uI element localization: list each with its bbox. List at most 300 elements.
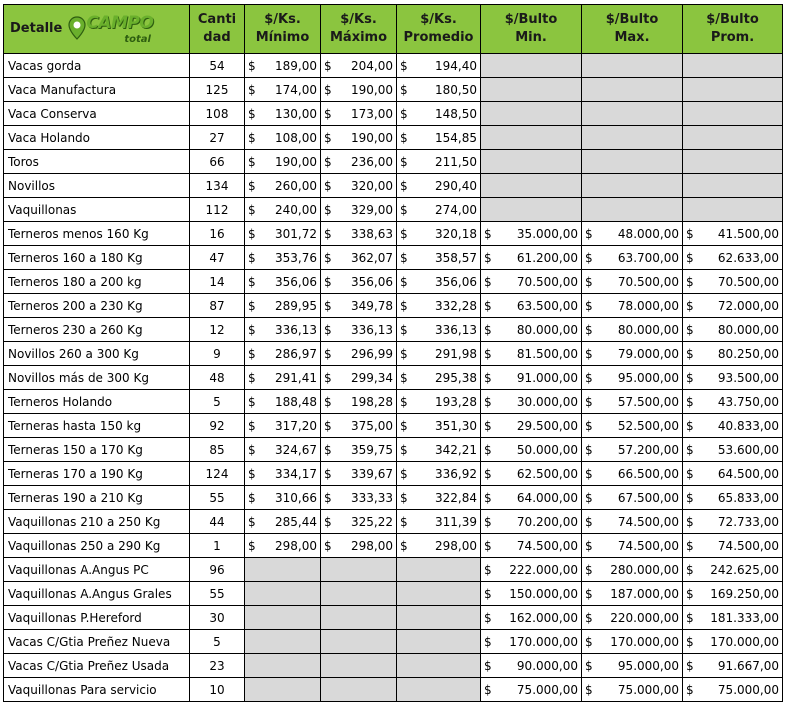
cell-detalle: Toros: [4, 150, 190, 174]
table-row: [4, 486, 783, 510]
cell-b-prom: [683, 390, 783, 414]
cell-b-prom: [683, 222, 783, 246]
cell-detalle: Vaquillonas A.Angus PC: [4, 558, 190, 582]
cell-b-prom: [683, 366, 783, 390]
cell-value: 75.000,00: [617, 682, 679, 697]
table-row: [4, 270, 783, 294]
table-row: [4, 294, 783, 318]
currency-symbol: $: [585, 298, 593, 313]
currency-symbol: $: [324, 490, 332, 505]
cell-b-min: [481, 366, 582, 390]
currency-symbol: $: [484, 298, 492, 313]
cell-b-prom: [683, 198, 783, 222]
currency-symbol: $: [484, 634, 492, 649]
cell-value: 310,66: [275, 490, 317, 505]
currency-symbol: $: [686, 490, 694, 505]
currency-symbol: $: [484, 226, 492, 241]
cell-ks-prom: [397, 534, 481, 558]
cell-detalle: Terneras 150 a 170 Kg: [4, 438, 190, 462]
cell-value: 62.633,00: [717, 250, 779, 265]
cell-value: 291,41: [275, 370, 317, 385]
cell-value: 211,50: [435, 154, 477, 169]
cell-ks-prom: [397, 630, 481, 654]
currency-symbol: $: [248, 298, 256, 313]
cell-value: 61.200,00: [516, 250, 578, 265]
cell-cantidad: 134: [190, 174, 245, 198]
cell-ks-prom: [397, 414, 481, 438]
currency-symbol: $: [686, 394, 694, 409]
currency-symbol: $: [248, 538, 256, 553]
table-row: [4, 246, 783, 270]
currency-symbol: $: [400, 226, 408, 241]
cell-value: 74.500,00: [617, 514, 679, 529]
currency-symbol: $: [400, 370, 408, 385]
cell-ks-max: [321, 246, 397, 270]
cell-ks-prom: [397, 558, 481, 582]
cell-value: 204,00: [351, 58, 393, 73]
cell-detalle: Novillos 260 a 300 Kg: [4, 342, 190, 366]
currency-symbol: $: [484, 562, 492, 577]
table-row: [4, 414, 783, 438]
cell-ks-max: [321, 102, 397, 126]
cell-cantidad: 55: [190, 582, 245, 606]
detalle-label: Detalle: [10, 21, 63, 36]
currency-symbol: $: [400, 130, 408, 145]
currency-symbol: $: [324, 394, 332, 409]
currency-symbol: $: [400, 538, 408, 553]
cell-b-min: [481, 510, 582, 534]
cell-ks-max: [321, 126, 397, 150]
currency-symbol: $: [585, 634, 593, 649]
cell-value: 130,00: [275, 106, 317, 121]
cell-ks-prom: [397, 366, 481, 390]
currency-symbol: $: [400, 154, 408, 169]
cell-value: 74.500,00: [516, 538, 578, 553]
cell-b-prom: [683, 414, 783, 438]
cell-ks-min: [245, 318, 321, 342]
currency-symbol: $: [585, 274, 593, 289]
cell-ks-min: [245, 486, 321, 510]
currency-symbol: $: [686, 370, 694, 385]
cell-value: 52.500,00: [617, 418, 679, 433]
currency-symbol: $: [400, 442, 408, 457]
cell-ks-max: [321, 414, 397, 438]
currency-symbol: $: [248, 202, 256, 217]
cell-ks-min: [245, 366, 321, 390]
cell-cantidad: 30: [190, 606, 245, 630]
cell-b-min: [481, 582, 582, 606]
cell-b-prom: [683, 126, 783, 150]
cell-value: 189,00: [275, 58, 317, 73]
cell-b-max: [582, 270, 683, 294]
currency-symbol: $: [248, 58, 256, 73]
cell-value: 174,00: [275, 82, 317, 97]
currency-symbol: $: [484, 490, 492, 505]
cell-value: 41.500,00: [717, 226, 779, 241]
currency-symbol: $: [400, 514, 408, 529]
cell-cantidad: 1: [190, 534, 245, 558]
cell-b-prom: [683, 654, 783, 678]
cell-b-max: [582, 318, 683, 342]
currency-symbol: $: [248, 178, 256, 193]
currency-symbol: $: [324, 370, 332, 385]
cell-cantidad: 85: [190, 438, 245, 462]
cell-ks-max: [321, 318, 397, 342]
cell-value: 375,00: [351, 418, 393, 433]
cell-b-prom: [683, 102, 783, 126]
cell-value: 79.000,00: [617, 346, 679, 361]
cell-ks-prom: [397, 222, 481, 246]
cell-ks-max: [321, 54, 397, 78]
cell-value: 242.625,00: [710, 562, 779, 577]
currency-symbol: $: [324, 154, 332, 169]
cell-cantidad: 27: [190, 126, 245, 150]
currency-symbol: $: [248, 154, 256, 169]
cell-value: 338,63: [351, 226, 393, 241]
header-cantidad: Canti dad: [190, 5, 245, 54]
cell-b-prom: [683, 318, 783, 342]
cell-b-max: [582, 606, 683, 630]
cell-b-max: [582, 390, 683, 414]
currency-symbol: $: [248, 514, 256, 529]
currency-symbol: $: [400, 466, 408, 481]
currency-symbol: $: [248, 490, 256, 505]
cell-value: 220.000,00: [610, 610, 679, 625]
cell-ks-max: [321, 510, 397, 534]
cell-b-max: [582, 462, 683, 486]
cell-b-prom: [683, 486, 783, 510]
header-bulto-prom: $/Bulto Prom.: [683, 5, 783, 54]
cell-cantidad: 92: [190, 414, 245, 438]
table-row: [4, 318, 783, 342]
cell-value: 162.000,00: [509, 610, 578, 625]
cell-b-max: [582, 654, 683, 678]
cell-ks-max: [321, 582, 397, 606]
currency-symbol: $: [248, 418, 256, 433]
cell-ks-prom: [397, 198, 481, 222]
currency-symbol: $: [585, 586, 593, 601]
cell-ks-min: [245, 246, 321, 270]
cell-b-min: [481, 462, 582, 486]
cell-value: 289,95: [275, 298, 317, 313]
cell-ks-min: [245, 150, 321, 174]
currency-symbol: $: [585, 658, 593, 673]
currency-symbol: $: [484, 538, 492, 553]
table-row: [4, 102, 783, 126]
cell-value: 154,85: [435, 130, 477, 145]
cell-b-max: [582, 414, 683, 438]
cell-ks-max: [321, 270, 397, 294]
currency-symbol: $: [324, 106, 332, 121]
header-ks-max: $/Ks. Máximo: [321, 5, 397, 54]
currency-symbol: $: [248, 370, 256, 385]
cell-ks-min: [245, 222, 321, 246]
cell-b-max: [582, 78, 683, 102]
cell-detalle: Vacas C/Gtia Preñez Usada: [4, 654, 190, 678]
currency-symbol: $: [585, 394, 593, 409]
cell-value: 70.500,00: [516, 274, 578, 289]
cell-b-min: [481, 198, 582, 222]
cell-ks-prom: [397, 102, 481, 126]
cell-ks-max: [321, 630, 397, 654]
cell-value: 291,98: [435, 346, 477, 361]
cell-value: 349,78: [351, 298, 393, 313]
cell-b-min: [481, 486, 582, 510]
cell-value: 63.700,00: [617, 250, 679, 265]
cell-cantidad: 125: [190, 78, 245, 102]
cell-b-min: [481, 438, 582, 462]
cell-ks-max: [321, 606, 397, 630]
currency-symbol: $: [324, 442, 332, 457]
cell-detalle: Terneras 190 a 210 Kg: [4, 486, 190, 510]
currency-symbol: $: [400, 58, 408, 73]
cell-value: 317,20: [275, 418, 317, 433]
currency-symbol: $: [400, 106, 408, 121]
currency-symbol: $: [585, 250, 593, 265]
cell-b-prom: [683, 174, 783, 198]
table-row: [4, 630, 783, 654]
currency-symbol: $: [248, 394, 256, 409]
cell-value: 333,33: [351, 490, 393, 505]
cell-ks-prom: [397, 678, 481, 702]
cell-ks-max: [321, 366, 397, 390]
cell-detalle: Vaquillonas: [4, 198, 190, 222]
cell-ks-min: [245, 558, 321, 582]
table-row: [4, 54, 783, 78]
currency-symbol: $: [400, 250, 408, 265]
currency-symbol: $: [686, 514, 694, 529]
currency-symbol: $: [686, 466, 694, 481]
cell-value: 48.000,00: [617, 226, 679, 241]
map-pin-icon: [68, 16, 86, 40]
cell-value: 260,00: [275, 178, 317, 193]
cell-value: 30.000,00: [516, 394, 578, 409]
cell-ks-prom: [397, 654, 481, 678]
cell-b-prom: [683, 438, 783, 462]
cell-ks-prom: [397, 582, 481, 606]
cell-value: 311,39: [435, 514, 477, 529]
logo-sub-text: total: [124, 34, 151, 45]
cell-ks-min: [245, 270, 321, 294]
currency-symbol: $: [324, 538, 332, 553]
cell-value: 64.000,00: [516, 490, 578, 505]
cell-b-min: [481, 270, 582, 294]
currency-symbol: $: [484, 370, 492, 385]
cell-ks-max: [321, 342, 397, 366]
cell-ks-max: [321, 390, 397, 414]
cell-detalle: Vacas C/Gtia Preñez Nueva: [4, 630, 190, 654]
cell-b-prom: [683, 294, 783, 318]
currency-symbol: $: [248, 274, 256, 289]
cell-value: 67.500,00: [617, 490, 679, 505]
cell-b-max: [582, 534, 683, 558]
cell-b-max: [582, 246, 683, 270]
cell-value: 274,00: [435, 202, 477, 217]
cell-detalle: Novillos: [4, 174, 190, 198]
cell-ks-prom: [397, 54, 481, 78]
cell-ks-max: [321, 294, 397, 318]
cell-detalle: Vaquillonas A.Angus Grales: [4, 582, 190, 606]
cell-b-max: [582, 150, 683, 174]
cell-ks-prom: [397, 462, 481, 486]
cell-detalle: Terneros Holando: [4, 390, 190, 414]
cell-value: 188,48: [275, 394, 317, 409]
cell-cantidad: 9: [190, 342, 245, 366]
cell-ks-min: [245, 582, 321, 606]
cell-b-prom: [683, 246, 783, 270]
cell-b-min: [481, 174, 582, 198]
cell-cantidad: 55: [190, 486, 245, 510]
currency-symbol: $: [324, 58, 332, 73]
table-row: [4, 366, 783, 390]
cell-detalle: Terneras 170 a 190 Kg: [4, 462, 190, 486]
currency-symbol: $: [324, 322, 332, 337]
cell-ks-prom: [397, 294, 481, 318]
cell-value: 66.500,00: [617, 466, 679, 481]
cell-ks-prom: [397, 270, 481, 294]
cell-b-max: [582, 438, 683, 462]
cell-ks-min: [245, 174, 321, 198]
currency-symbol: $: [248, 250, 256, 265]
currency-symbol: $: [484, 418, 492, 433]
cell-value: 193,28: [435, 394, 477, 409]
cell-value: 190,00: [351, 82, 393, 97]
cell-b-prom: [683, 534, 783, 558]
cell-value: 324,67: [275, 442, 317, 457]
cell-detalle: Terneros 230 a 260 Kg: [4, 318, 190, 342]
header-detalle: [4, 5, 190, 54]
table-row: [4, 438, 783, 462]
currency-symbol: $: [686, 418, 694, 433]
cell-b-min: [481, 534, 582, 558]
cell-b-prom: [683, 150, 783, 174]
cell-b-prom: [683, 78, 783, 102]
cell-ks-min: [245, 510, 321, 534]
table-row: [4, 654, 783, 678]
currency-symbol: $: [484, 394, 492, 409]
currency-symbol: $: [686, 346, 694, 361]
currency-symbol: $: [400, 490, 408, 505]
cell-value: 359,75: [351, 442, 393, 457]
cell-value: 290,40: [435, 178, 477, 193]
cell-value: 362,07: [351, 250, 393, 265]
currency-symbol: $: [686, 586, 694, 601]
cell-value: 64.500,00: [717, 466, 779, 481]
cell-b-max: [582, 582, 683, 606]
cell-value: 334,17: [275, 466, 317, 481]
cell-value: 91.000,00: [516, 370, 578, 385]
cell-ks-min: [245, 606, 321, 630]
cell-value: 358,57: [435, 250, 477, 265]
table-row: [4, 678, 783, 702]
cell-value: 57.200,00: [617, 442, 679, 457]
currency-symbol: $: [686, 322, 694, 337]
currency-symbol: $: [484, 610, 492, 625]
cell-value: 353,76: [275, 250, 317, 265]
cell-value: 285,44: [275, 514, 317, 529]
cell-b-min: [481, 654, 582, 678]
currency-symbol: $: [324, 298, 332, 313]
currency-symbol: $: [400, 178, 408, 193]
cell-ks-max: [321, 558, 397, 582]
cell-value: 74.500,00: [717, 538, 779, 553]
currency-symbol: $: [686, 658, 694, 673]
currency-symbol: $: [686, 274, 694, 289]
cell-value: 81.500,00: [516, 346, 578, 361]
cell-ks-max: [321, 174, 397, 198]
cell-ks-prom: [397, 150, 481, 174]
currency-symbol: $: [686, 298, 694, 313]
currency-symbol: $: [400, 418, 408, 433]
table-row: [4, 174, 783, 198]
cell-value: 298,00: [435, 538, 477, 553]
currency-symbol: $: [400, 274, 408, 289]
cell-value: 150.000,00: [509, 586, 578, 601]
cell-ks-prom: [397, 606, 481, 630]
cell-b-min: [481, 54, 582, 78]
cell-value: 70.500,00: [717, 274, 779, 289]
cell-cantidad: 48: [190, 366, 245, 390]
currency-symbol: $: [585, 226, 593, 241]
currency-symbol: $: [484, 514, 492, 529]
header-ks-min: $/Ks. Mínimo: [245, 5, 321, 54]
cell-ks-min: [245, 126, 321, 150]
cell-ks-min: [245, 678, 321, 702]
cell-value: 299,34: [351, 370, 393, 385]
currency-symbol: $: [585, 514, 593, 529]
currency-symbol: $: [248, 226, 256, 241]
cell-value: 35.000,00: [516, 226, 578, 241]
cell-value: 90.000,00: [516, 658, 578, 673]
cell-b-min: [481, 294, 582, 318]
cell-detalle: Vaca Conserva: [4, 102, 190, 126]
cell-value: 93.500,00: [717, 370, 779, 385]
currency-symbol: $: [324, 346, 332, 361]
currency-symbol: $: [686, 634, 694, 649]
cell-b-prom: [683, 270, 783, 294]
cell-ks-prom: [397, 342, 481, 366]
table-row: [4, 390, 783, 414]
cell-value: 194,40: [435, 58, 477, 73]
cell-ks-min: [245, 534, 321, 558]
currency-symbol: $: [484, 322, 492, 337]
cell-cantidad: 23: [190, 654, 245, 678]
cell-value: 336,92: [435, 466, 477, 481]
cell-value: 80.000,00: [717, 322, 779, 337]
cell-detalle: Vaquillonas 250 a 290 Kg: [4, 534, 190, 558]
currency-symbol: $: [484, 466, 492, 481]
cell-b-prom: [683, 582, 783, 606]
cell-b-prom: [683, 630, 783, 654]
cell-cantidad: 12: [190, 318, 245, 342]
cell-b-prom: [683, 54, 783, 78]
cell-ks-min: [245, 438, 321, 462]
cell-ks-prom: [397, 486, 481, 510]
cell-value: 91.667,00: [717, 658, 779, 673]
currency-symbol: $: [400, 394, 408, 409]
currency-symbol: $: [248, 442, 256, 457]
cell-b-prom: [683, 342, 783, 366]
cell-value: 75.000,00: [717, 682, 779, 697]
cell-detalle: Vaquillonas Para servicio: [4, 678, 190, 702]
cell-value: 198,28: [351, 394, 393, 409]
cell-ks-min: [245, 414, 321, 438]
currency-symbol: $: [248, 82, 256, 97]
cell-value: 356,06: [351, 274, 393, 289]
cell-value: 329,00: [351, 202, 393, 217]
cell-value: 80.000,00: [617, 322, 679, 337]
cell-b-prom: [683, 678, 783, 702]
